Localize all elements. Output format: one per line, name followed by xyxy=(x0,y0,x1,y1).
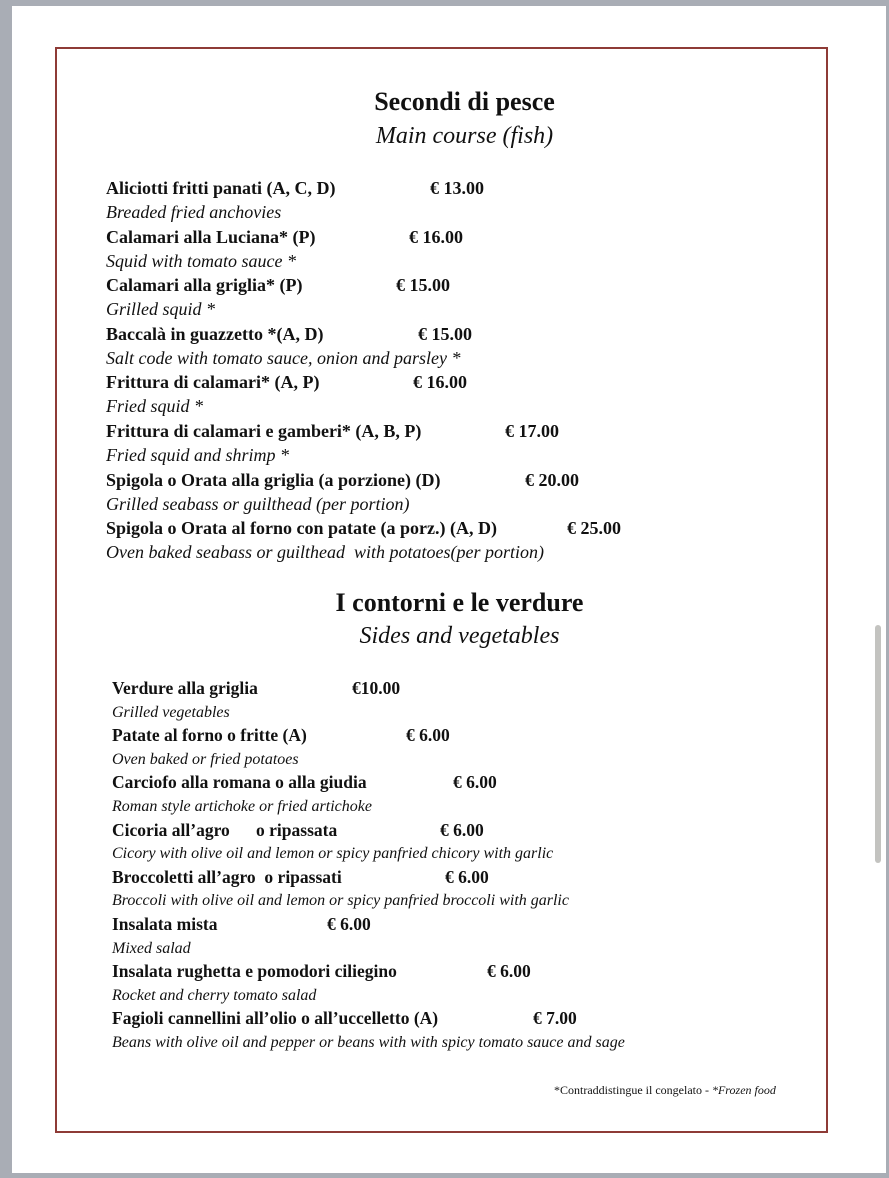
menu-item xyxy=(112,913,872,961)
menu-item xyxy=(106,516,866,564)
menu-item xyxy=(106,419,866,467)
menu-item-price: € 6.00 xyxy=(487,961,531,982)
menu-item-price: € 20.00 xyxy=(525,469,579,490)
menu-item-price: €10.00 xyxy=(352,678,401,698)
sides-section-subtitle: Sides and vegetables xyxy=(359,623,560,649)
menu-item-name: Insalata rughetta e pomodori ciliegino xyxy=(112,961,397,982)
menu-item-description: Broccoli with olive oil and lemon or spicy panfried broccoli with garlic xyxy=(112,892,569,910)
menu-item-price: € 25.00 xyxy=(567,518,621,539)
menu-item-description: Beans with olive oil and pepper or beans with with spicy tomato sauce and sage xyxy=(112,1033,625,1051)
menu-item-description: Rocket and cherry tomato salad xyxy=(112,986,317,1004)
menu-item-name: Carciofo alla romana o alla giudia xyxy=(112,772,367,793)
menu-item-name: Verdure alla griglia xyxy=(112,678,258,698)
menu-item-description: Fried squid and shrimp * xyxy=(106,445,290,465)
menu-item-name: Aliciotti fritti panati (A, C, D) xyxy=(106,178,336,198)
footnote-italic: *Frozen food xyxy=(711,1083,776,1097)
menu-item-description: Grilled squid * xyxy=(106,299,216,320)
menu-item xyxy=(106,468,866,516)
menu-item-name: Spigola o Orata al forno con patate (a porz.) (A, D) xyxy=(106,518,497,539)
sides-section-title: I contorni e le verdure xyxy=(335,588,584,617)
menu-item-description: Roman style artichoke or fried artichoke xyxy=(112,797,372,815)
menu-item-name: Fagioli cannellini all’olio o all’uccelletto (A) xyxy=(112,1008,439,1029)
menu-item-description: Cicory with olive oil and lemon or spicy panfried chicory with garlic xyxy=(112,845,554,863)
menu-item-name: Calamari alla griglia* (P) xyxy=(106,275,303,296)
fish-section-title: Secondi di pesce xyxy=(374,87,555,116)
frozen-food-footnote xyxy=(554,1083,776,1098)
menu-item-price: € 6.00 xyxy=(440,819,484,840)
fish-section-subtitle: Main course (fish) xyxy=(375,123,554,149)
menu-item xyxy=(112,677,872,725)
menu-item xyxy=(112,724,872,772)
menu-item xyxy=(106,225,866,273)
menu-item-price: € 16.00 xyxy=(409,226,463,247)
menu-item-name: Frittura di calamari* (A, P) xyxy=(106,372,320,393)
vertical-scrollbar[interactable] xyxy=(875,625,881,863)
menu-item-price: € 6.00 xyxy=(406,725,450,746)
menu-item-name: Spigola o Orata alla griglia (a porzione) (D) xyxy=(106,469,441,490)
menu-item-description: Mixed salad xyxy=(112,939,191,957)
menu-item xyxy=(112,819,872,867)
menu-item-price: € 6.00 xyxy=(327,914,371,934)
footnote-text: *Contraddistingue il congelato - xyxy=(554,1083,712,1097)
menu-item-price: € 13.00 xyxy=(430,178,484,198)
menu-item xyxy=(106,370,866,418)
menu-item-name: Insalata mista xyxy=(112,914,218,934)
menu-item-price: € 6.00 xyxy=(445,866,489,887)
menu-item-name: Frittura di calamari e gamberi* (A, B, P) xyxy=(106,421,422,441)
menu-item-name: Broccoletti all’agro o ripassati xyxy=(112,866,342,887)
menu-item xyxy=(106,176,866,224)
menu-item-description: Oven baked seabass or guilthead with potatoes(per portion) xyxy=(106,542,544,563)
menu-item-description: Salt code with tomato sauce, onion and parsley * xyxy=(106,347,461,368)
menu-item-name: Patate al forno o fritte (A) xyxy=(112,725,307,746)
menu-item-name: Calamari alla Luciana* (P) xyxy=(106,226,316,247)
menu-item-description: Breaded fried anchovies xyxy=(106,202,282,222)
menu-item xyxy=(106,273,866,321)
menu-item-description: Squid with tomato sauce * xyxy=(106,250,296,271)
menu-item-price: € 15.00 xyxy=(396,275,450,296)
menu-item-price: € 17.00 xyxy=(505,421,559,441)
menu-item xyxy=(112,960,872,1008)
menu-item xyxy=(112,1007,872,1055)
menu-item-description: Fried squid * xyxy=(106,396,203,417)
menu-item xyxy=(112,866,872,914)
menu-item-price: € 15.00 xyxy=(418,323,472,344)
menu-item-price: € 6.00 xyxy=(453,772,497,793)
menu-item-name: Cicoria all’agro o ripassata xyxy=(112,819,338,840)
menu-item-price: € 16.00 xyxy=(413,372,467,393)
menu-item-description: Grilled seabass or guilthead (per portion) xyxy=(106,493,410,514)
menu-item xyxy=(106,322,866,370)
menu-item-description: Grilled vegetables xyxy=(112,703,230,721)
menu-item-price: € 7.00 xyxy=(533,1008,577,1029)
menu-item-name: Baccalà in guazzetto *(A, D) xyxy=(106,323,324,344)
menu-item-description: Oven baked or fried potatoes xyxy=(112,750,299,768)
menu-item xyxy=(112,771,872,819)
